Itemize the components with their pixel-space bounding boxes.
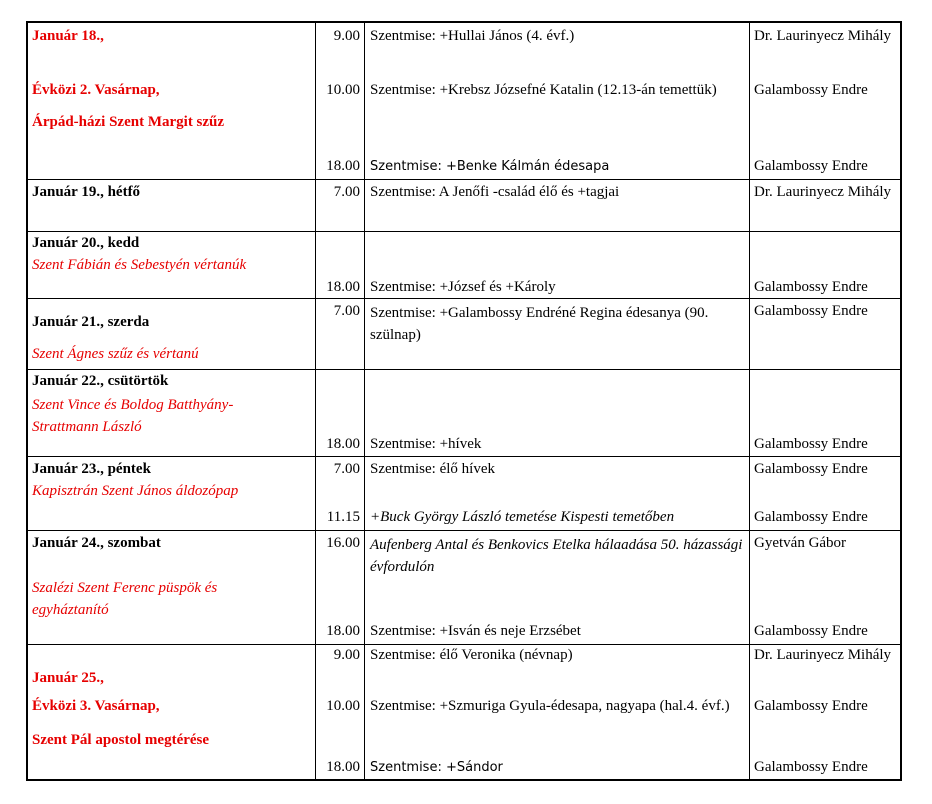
mass-time: 18.00: [326, 759, 360, 775]
column-divider: [749, 23, 750, 779]
day-saint: Szent Vince és Boldog Batthyány-Strattmann László: [32, 397, 234, 435]
day-saint: Árpád-házi Szent Margit szűz: [32, 114, 225, 130]
mass-time: 7.00: [333, 461, 360, 477]
mass-priest: Dr. Laurinyecz Mihály: [754, 184, 892, 200]
mass-schedule-table: [26, 21, 902, 781]
mass-description: Szentmise: +Hullai János (4. évf.): [370, 28, 575, 44]
mass-priest: Galambossy Endre: [754, 509, 868, 525]
mass-priest: Galambossy Endre: [754, 158, 868, 174]
mass-description: Aufenberg Antal és Benkovics Etelka hálaadása 50. házassági évfordulón: [370, 537, 743, 575]
day-date: Január 20., kedd: [32, 235, 140, 251]
day-saint: Szalézi Szent Ferenc püspök és egyháztanító: [32, 580, 218, 618]
mass-description: Szentmise: +Szmuriga Gyula-édesapa, nagyapa (hal.4. évf.): [370, 698, 730, 714]
mass-time: 11.15: [326, 509, 360, 525]
table-row: [28, 232, 900, 299]
day-date: Január 23., péntek: [32, 461, 151, 477]
day-date: Január 24., szombat: [32, 535, 161, 551]
mass-priest: Galambossy Endre: [754, 461, 868, 477]
table-row: [28, 457, 900, 531]
mass-time: 16.00: [326, 535, 360, 551]
day-date: Január 21., szerda: [32, 314, 150, 330]
mass-time: 7.00: [333, 184, 360, 200]
day-feast: Évközi 3. Vasárnap,: [32, 698, 160, 714]
mass-description: Szentmise: +József és +Károly: [370, 279, 556, 295]
mass-time: 10.00: [326, 82, 360, 98]
mass-description: Szentmise: élő Veronika (névnap): [370, 647, 573, 663]
day-feast: Évközi 2. Vasárnap,: [32, 82, 160, 98]
mass-priest: Galambossy Endre: [754, 698, 868, 714]
mass-time: 9.00: [333, 28, 360, 44]
day-saint: Kapisztrán Szent János áldozópap: [32, 483, 239, 499]
mass-priest: Dr. Laurinyecz Mihály: [754, 28, 892, 44]
mass-priest: Galambossy Endre: [754, 759, 868, 775]
mass-time: 18.00: [326, 436, 360, 452]
day-date: Január 19., hétfő: [32, 184, 141, 200]
mass-priest: Galambossy Endre: [754, 623, 868, 639]
day-date: Január 25.,: [32, 670, 104, 686]
mass-description: Szentmise: +Krebsz Józsefné Katalin (12.13-án temettük): [370, 82, 717, 98]
table-row: [28, 531, 900, 645]
mass-time: 18.00: [326, 623, 360, 639]
mass-time: 10.00: [326, 698, 360, 714]
mass-priest: Dr. Laurinyecz Mihály: [754, 647, 892, 663]
column-divider: [315, 23, 316, 779]
mass-description: Szentmise: +Benke Kálmán édesapa: [370, 159, 610, 174]
day-saint: Szent Ágnes szűz és vértanú: [32, 346, 199, 362]
mass-priest: Galambossy Endre: [754, 82, 868, 98]
day-date: Január 22., csütörtök: [32, 373, 169, 389]
day-saint: Szent Pál apostol megtérése: [32, 732, 210, 748]
day-date: Január 18.,: [32, 28, 104, 44]
mass-description: Szentmise: +Isván és neje Erzsébet: [370, 623, 581, 639]
mass-description: Szentmise: +Galambossy Endréné Regina édesanya (90. szülnap): [370, 305, 709, 343]
mass-description: +Buck György László temetése Kispesti temetőben: [370, 509, 675, 525]
mass-priest: Galambossy Endre: [754, 303, 868, 319]
mass-time: 18.00: [326, 279, 360, 295]
table-row: [28, 370, 900, 457]
mass-description: Szentmise: +Sándor: [370, 760, 503, 775]
mass-time: 18.00: [326, 158, 360, 174]
mass-description: Szentmise: +hívek: [370, 436, 482, 452]
mass-time: 9.00: [333, 647, 360, 663]
table-row: [28, 180, 900, 232]
mass-description: Szentmise: A Jenőfi -család élő és +tagjai: [370, 184, 620, 200]
column-divider: [364, 23, 365, 779]
mass-priest: Galambossy Endre: [754, 279, 868, 295]
table-row: [28, 645, 900, 781]
mass-priest: Galambossy Endre: [754, 436, 868, 452]
mass-description: Szentmise: élő hívek: [370, 461, 495, 477]
mass-priest: Gyetván Gábor: [754, 535, 847, 551]
table-row: [28, 299, 900, 370]
day-saint: Szent Fábián és Sebestyén vértanúk: [32, 257, 247, 273]
table-row: [28, 23, 900, 180]
mass-time: 7.00: [333, 303, 360, 319]
